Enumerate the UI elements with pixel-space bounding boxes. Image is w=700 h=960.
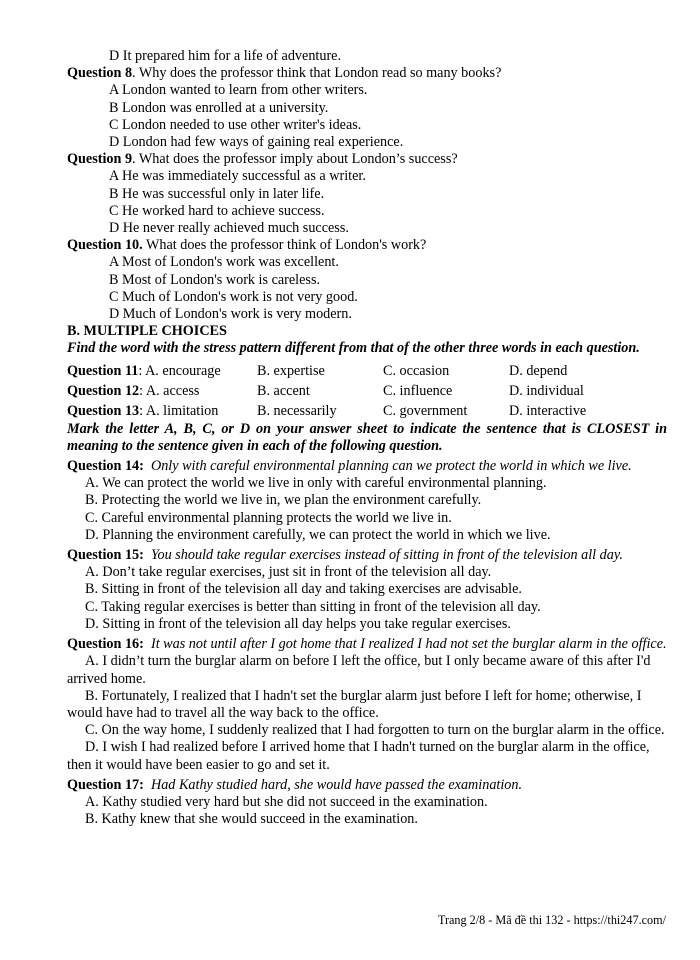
option-a: : A. encourage [138,362,221,379]
q10-option-b: B Most of London's work is careless. [109,271,321,288]
question-17: Question 17: Had Kathy studied hard, she would have passed the examination. [67,776,523,793]
question-label: Question 12 [67,382,140,399]
q14-option-a: A. We can protect the world we live in only with careful environmental planning. [85,475,547,492]
question-16: Question 16: It was not until after I got home that I realized I had not set the burglar alarm in the office. [67,636,667,653]
option-b: B. expertise [257,362,325,379]
q16-option-b: B. Fortunately, I realized that I hadn't set the burglar alarm just before I left for home; otherwise, I would have had to travel all the way back to the office. [67,687,642,721]
question-8 [67,65,667,82]
q8-option-c: C London needed to use other writer's ideas. [109,116,362,133]
q10-option-c: C Much of London's work is not very good. [109,288,358,305]
question-stem: . Why does the professor think that London read so many books? [132,65,502,82]
q15-option-a: A. Don’t take regular exercises, just sit in front of the television all day. [85,564,492,581]
q14-option-b: B. Protecting the world we live in, we plan the environment carefully. [85,492,482,509]
question-label: Question 17 [67,776,140,793]
q14-option-d: D. Planning the environment carefully, we can protect the world in which we live. [85,526,551,543]
question-stem: Had Kathy studied hard, she would have passed the examination. [150,776,523,793]
question-label: Question 13 [67,402,140,419]
page-footer: Trang 2/8 - Mã đề thi 132 - https://thi247.com/ [437,913,666,927]
q9-option-a: A He was immediately successful as a writer. [109,168,366,185]
q15-option-b: B. Sitting in front of the television all day and taking exercises are advisable. [85,581,522,598]
question-10 [67,237,667,254]
exam-page [67,48,667,828]
q14-option-c: C. Careful environmental planning protects the world we live in. [85,509,452,526]
option-b: B. necessarily [257,402,337,419]
question-label: Question 14 [67,458,140,475]
question-stem: It was not until after I got home that I realized I had not set the burglar alarm in the office. [150,636,667,653]
question-stem: You should take regular exercises instead of sitting in front of the television all day. [150,547,623,564]
q16-option-c: C. On the way home, I suddenly realized that I had forgotten to turn on the burglar alarm in the office. [85,722,665,739]
question-label: Question 15 [67,547,140,564]
option-a: : A. access [139,382,200,399]
option-b: B. accent [257,382,310,399]
question-label: Question 11 [67,362,139,379]
question-label: Question 8 [67,65,133,82]
q8-option-a: A London wanted to learn from other writers. [109,82,368,99]
q8-option-d: D London had few ways of gaining real experience. [109,134,404,151]
option-a: : A. limitation [139,402,219,419]
question-9 [67,151,667,168]
closest-instruction: Mark the letter A, B, C, or D on your answer sheet to indicate the sentence that is CLOSEST in meaning to the sentence given in each of the following question. [67,420,667,454]
question-14: Question 14: Only with careful environmental planning can we protect the world in which we live. [67,458,632,475]
question-label: Question 9 [67,151,133,168]
option-d: D. individual [509,382,584,399]
q9-option-d: D He never really achieved much success. [109,220,349,237]
question-stem: . What does the professor imply about London’s success? [132,151,458,168]
question-15: Question 15: You should take regular exercises instead of sitting in front of the television all day. [67,547,623,564]
q9-option-c: C He worked hard to achieve success. [109,202,325,219]
question-stem: What does the professor think of London's work? [142,237,427,254]
question-13 [67,401,667,421]
q15-option-c: C. Taking regular exercises is better than sitting in front of the television all day. [85,598,541,615]
option-c: C. government [383,402,468,419]
question-12 [67,381,667,401]
q10-option-d: D Much of London's work is very modern. [109,306,352,323]
stress-instruction: Find the word with the stress pattern different from that of the other three words in each question. [67,340,640,357]
q8-option-b: B London was enrolled at a university. [109,99,329,116]
q17-option-a: A. Kathy studied very hard but she did not succeed in the examination. [85,793,488,810]
question-label: Question 10. [67,237,143,254]
question-label: Question 16 [67,636,140,653]
section-heading: B. MULTIPLE CHOICES [67,323,227,340]
q16-option-d: D. I wish I had realized before I arrived home that I hadn't turned on the burglar alarm in the office, then it would have been easier to go and set it. [67,739,650,773]
question-11 [67,361,667,381]
q17-option-b: B. Kathy knew that she would succeed in the examination. [85,811,418,828]
option-d: D. interactive [509,402,587,419]
q16-option-a: A. I didn’t turn the burglar alarm on before I left the office, but I only became aware of this after I'd arrived home. [67,653,651,687]
option-c: C. influence [383,382,453,399]
q9-option-b: B He was successful only in later life. [109,185,325,202]
q7-option-d: D It prepared him for a life of adventure. [109,48,342,64]
option-d: D. depend [509,362,568,379]
q15-option-d: D. Sitting in front of the television all day helps you take regular exercises. [85,615,511,632]
question-stem: Only with careful environmental planning can we protect the world in which we live. [150,458,632,475]
q10-option-a: A Most of London's work was excellent. [109,254,339,271]
option-c: C. occasion [383,362,450,379]
